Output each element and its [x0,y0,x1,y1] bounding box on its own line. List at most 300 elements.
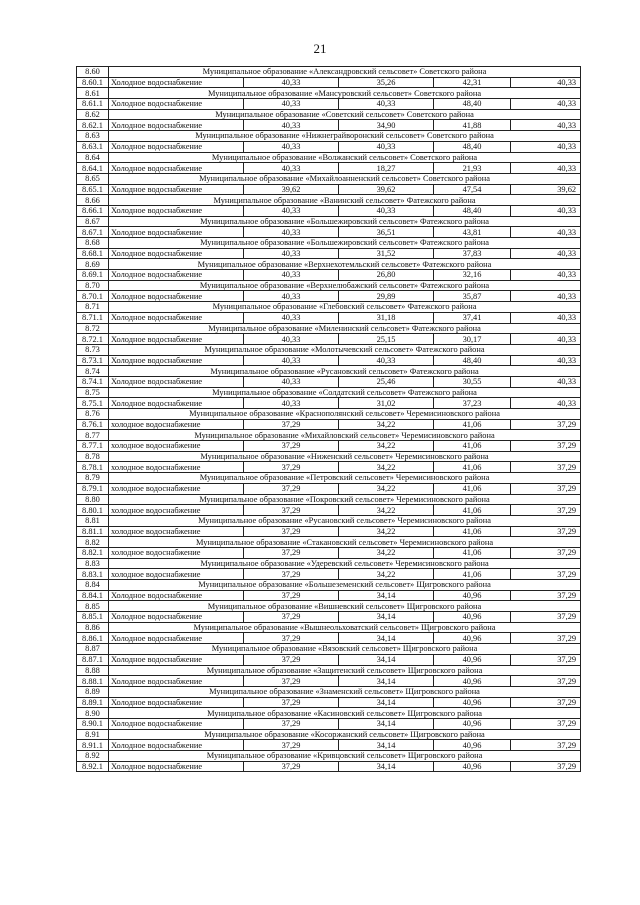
row-number: 8.89.1 [77,697,109,708]
tariff-value-4: 40,33 [511,99,581,110]
row-number: 8.67.1 [77,227,109,238]
municipality-name: Муниципальное образование «Верхнелюбажский сельсовет» Фатежского района [109,280,581,291]
tariff-value-4: 40,33 [511,398,581,409]
row-number: 8.90.1 [77,718,109,729]
tariff-value-1: 37,29 [244,654,339,665]
municipality-name: Муниципальное образование «Вышнеольховатский сельсовет» Щигровского района [109,622,581,633]
municipality-name: Муниципальное образование «Верхнехотемльский сельсовет» Фатежского района [109,259,581,270]
row-number: 8.81 [77,515,109,526]
tariff-row [77,376,581,387]
municipality-header-row [77,366,581,377]
row-number: 8.88.1 [77,676,109,687]
tariff-value-3: 41,06 [434,462,511,473]
tariff-value-1: 39,62 [244,184,339,195]
row-number: 8.83 [77,558,109,569]
tariff-value-3: 35,87 [434,291,511,302]
municipality-header-row [77,601,581,612]
municipality-name: Муниципальное образование «Стакановский сельсовет» Черемисиновского района [109,537,581,548]
tariff-value-1: 40,33 [244,398,339,409]
tariff-value-2: 40,33 [339,141,434,152]
tariff-row [77,761,581,772]
municipality-header-row [77,67,581,78]
row-number: 8.78 [77,451,109,462]
tariff-row [77,441,581,452]
municipality-name: Муниципальное образование «Советский сельсовет» Советского района [109,109,581,120]
row-number: 8.82.1 [77,547,109,558]
municipality-header-row [77,387,581,398]
tariff-value-1: 40,33 [244,141,339,152]
tariff-value-4: 40,33 [511,312,581,323]
tariff-value-4: 40,33 [511,355,581,366]
row-number: 8.81.1 [77,526,109,537]
row-number: 8.86 [77,622,109,633]
row-number: 8.65.1 [77,184,109,195]
row-number: 8.84.1 [77,590,109,601]
tariff-row [77,334,581,345]
row-number: 8.66 [77,195,109,206]
municipality-name: Муниципальное образование «Петровский сельсовет» Черемисиновского района [109,473,581,484]
row-number: 8.61 [77,88,109,99]
tariff-value-4: 37,29 [511,761,581,772]
tariff-value-1: 37,29 [244,761,339,772]
municipality-name: Муниципальное образование «Глебовский сельсовет» Фатежского района [109,302,581,313]
tariff-row [77,676,581,687]
municipality-name: Муниципальное образование «Ниженский сельсовет» Черемисиновского района [109,451,581,462]
tariff-value-3: 40,96 [434,612,511,623]
row-number: 8.71 [77,302,109,313]
municipality-header-row [77,131,581,142]
service-name: Холодное водоснабжение [109,376,244,387]
tariff-value-1: 37,29 [244,718,339,729]
row-number: 8.86.1 [77,633,109,644]
municipality-name: Муниципальное образование «Вязовский сельсовет» Щигровского района [109,644,581,655]
tariff-row [77,120,581,131]
tariff-row [77,99,581,110]
tariff-row [77,77,581,88]
municipality-header-row [77,344,581,355]
tariff-row [77,355,581,366]
row-number: 8.64.1 [77,163,109,174]
tariff-value-3: 41,06 [434,569,511,580]
tariff-value-1: 40,33 [244,99,339,110]
tariff-value-2: 34,22 [339,419,434,430]
service-name: холодное водоснабжение [109,569,244,580]
municipality-header-row [77,323,581,334]
row-number: 8.92 [77,751,109,762]
row-number: 8.83.1 [77,569,109,580]
tariff-value-2: 34,14 [339,718,434,729]
tariff-value-4: 37,29 [511,547,581,558]
tariff-value-4: 39,62 [511,184,581,195]
tariff-value-3: 37,83 [434,248,511,259]
tariff-row [77,248,581,259]
row-number: 8.79.1 [77,483,109,494]
municipality-name: Муниципальное образование «Солдатский сельсовет» Фатежского района [109,387,581,398]
row-number: 8.76.1 [77,419,109,430]
tariff-value-4: 37,29 [511,569,581,580]
row-number: 8.63.1 [77,141,109,152]
service-name: холодное водоснабжение [109,526,244,537]
tariff-value-3: 43,81 [434,227,511,238]
tariff-value-1: 37,29 [244,697,339,708]
tariff-value-2: 34,22 [339,569,434,580]
tariff-value-2: 34,22 [339,526,434,537]
municipality-name: Муниципальное образование «Мансуровский сельсовет» Советского района [109,88,581,99]
tariff-value-1: 37,29 [244,462,339,473]
tariff-value-4: 37,29 [511,441,581,452]
tariff-value-2: 31,18 [339,312,434,323]
tariff-value-3: 41,06 [434,483,511,494]
tariff-value-3: 30,17 [434,334,511,345]
tariff-row [77,526,581,537]
service-name: Холодное водоснабжение [109,270,244,281]
service-name: холодное водоснабжение [109,505,244,516]
tariff-row [77,612,581,623]
municipality-header-row [77,686,581,697]
service-name: холодное водоснабжение [109,462,244,473]
tariff-value-3: 48,40 [434,355,511,366]
tariff-value-4: 37,29 [511,718,581,729]
municipality-name: Муниципальное образование «Молотычевский сельсовет» Фатежского района [109,344,581,355]
tariff-value-3: 41,88 [434,120,511,131]
row-number: 8.66.1 [77,205,109,216]
tariff-value-1: 40,33 [244,334,339,345]
municipality-header-row [77,451,581,462]
tariff-value-1: 40,33 [244,77,339,88]
row-number: 8.62.1 [77,120,109,131]
municipality-header-row [77,409,581,420]
municipality-header-row [77,109,581,120]
municipality-name: Муниципальное образование «Удеревский сельсовет» Черемисиновского района [109,558,581,569]
municipality-name: Муниципальное образование «Большеземенский сельсовет» Щигровского района [109,580,581,591]
service-name: Холодное водоснабжение [109,99,244,110]
tariff-row [77,184,581,195]
tariff-row [77,505,581,516]
municipality-header-row [77,665,581,676]
tariff-value-2: 34,22 [339,547,434,558]
municipality-header-row [77,430,581,441]
row-number: 8.92.1 [77,761,109,772]
tariff-value-3: 48,40 [434,141,511,152]
municipality-header-row [77,729,581,740]
tariff-value-2: 34,14 [339,654,434,665]
tariff-value-3: 37,41 [434,312,511,323]
tariff-value-2: 31,52 [339,248,434,259]
tariff-value-2: 36,51 [339,227,434,238]
municipality-header-row [77,302,581,313]
municipality-header-row [77,751,581,762]
tariff-value-4: 37,29 [511,419,581,430]
municipality-header-row [77,644,581,655]
tariff-value-3: 37,23 [434,398,511,409]
row-number: 8.74 [77,366,109,377]
service-name: Холодное водоснабжение [109,590,244,601]
municipality-name: Муниципальное образование «Михайлоанненский сельсовет» Советского района [109,173,581,184]
row-number: 8.91 [77,729,109,740]
row-number: 8.68 [77,238,109,249]
row-number: 8.89 [77,686,109,697]
tariff-row [77,654,581,665]
tariff-value-1: 40,33 [244,291,339,302]
row-number: 8.62 [77,109,109,120]
row-number: 8.73.1 [77,355,109,366]
municipality-name: Муниципальное образование «Краснополянский сельсовет» Черемисиновского района [109,409,581,420]
municipality-header-row [77,494,581,505]
tariff-value-4: 37,29 [511,740,581,751]
service-name: Холодное водоснабжение [109,612,244,623]
municipality-name: Муниципальное образование «Русановский сельсовет» Фатежского района [109,366,581,377]
row-number: 8.85 [77,601,109,612]
tariff-value-4: 40,33 [511,120,581,131]
tariff-row [77,141,581,152]
tariff-value-2: 34,14 [339,740,434,751]
tariff-value-2: 34,22 [339,505,434,516]
service-name: холодное водоснабжение [109,441,244,452]
municipality-header-row [77,537,581,548]
row-number: 8.72 [77,323,109,334]
row-number: 8.77 [77,430,109,441]
service-name: Холодное водоснабжение [109,120,244,131]
municipality-header-row [77,515,581,526]
row-number: 8.75.1 [77,398,109,409]
tariff-table [76,66,581,772]
service-name: Холодное водоснабжение [109,761,244,772]
row-number: 8.75 [77,387,109,398]
tariff-value-3: 40,96 [434,718,511,729]
tariff-row [77,312,581,323]
service-name: Холодное водоснабжение [109,205,244,216]
municipality-name: Муниципальное образование «Знаменский сельсовет» Щигровского района [109,686,581,697]
service-name: холодное водоснабжение [109,419,244,430]
tariff-value-4: 37,29 [511,654,581,665]
service-name: Холодное водоснабжение [109,334,244,345]
tariff-value-3: 32,16 [434,270,511,281]
municipality-name: Муниципальное образование «Покровский сельсовет» Черемисиновского района [109,494,581,505]
row-number: 8.80.1 [77,505,109,516]
tariff-value-4: 40,33 [511,291,581,302]
row-number: 8.76 [77,409,109,420]
tariff-value-1: 37,29 [244,590,339,601]
tariff-value-1: 40,33 [244,312,339,323]
municipality-header-row [77,622,581,633]
row-number: 8.70.1 [77,291,109,302]
tariff-value-4: 37,29 [511,676,581,687]
tariff-value-2: 39,62 [339,184,434,195]
tariff-value-1: 40,33 [244,270,339,281]
tariff-row [77,163,581,174]
tariff-row [77,718,581,729]
service-name: Холодное водоснабжение [109,398,244,409]
row-number: 8.60.1 [77,77,109,88]
tariff-value-2: 18,27 [339,163,434,174]
row-number: 8.69 [77,259,109,270]
tariff-value-2: 34,22 [339,462,434,473]
row-number: 8.87 [77,644,109,655]
tariff-value-2: 34,14 [339,761,434,772]
tariff-value-1: 37,29 [244,612,339,623]
service-name: холодное водоснабжение [109,547,244,558]
tariff-row [77,205,581,216]
row-number: 8.87.1 [77,654,109,665]
municipality-header-row [77,152,581,163]
municipality-name: Муниципальное образование «Большежировский сельсовет» Фатежского района [109,216,581,227]
municipality-name: Муниципальное образование «Касиновский сельсовет» Щигровского района [109,708,581,719]
service-name: Холодное водоснабжение [109,248,244,259]
tariff-value-1: 40,33 [244,227,339,238]
service-name: Холодное водоснабжение [109,740,244,751]
municipality-header-row [77,216,581,227]
tariff-value-4: 37,29 [511,697,581,708]
tariff-value-1: 40,33 [244,376,339,387]
tariff-value-1: 40,33 [244,163,339,174]
tariff-value-2: 40,33 [339,355,434,366]
tariff-value-1: 40,33 [244,355,339,366]
service-name: Холодное водоснабжение [109,291,244,302]
tariff-row [77,462,581,473]
row-number: 8.64 [77,152,109,163]
row-number: 8.82 [77,537,109,548]
municipality-header-row [77,259,581,270]
tariff-value-2: 34,14 [339,633,434,644]
tariff-value-4: 40,33 [511,376,581,387]
municipality-name: Муниципальное образование «Большежировский сельсовет» Фатежского района [109,238,581,249]
tariff-row [77,590,581,601]
row-number: 8.73 [77,344,109,355]
service-name: Холодное водоснабжение [109,163,244,174]
tariff-value-2: 40,33 [339,99,434,110]
tariff-value-3: 40,96 [434,590,511,601]
tariff-value-3: 41,06 [434,419,511,430]
tariff-value-3: 42,31 [434,77,511,88]
tariff-value-1: 37,29 [244,505,339,516]
tariff-value-2: 34,90 [339,120,434,131]
row-number: 8.70 [77,280,109,291]
municipality-name: Муниципальное образование «Кривцовский сельсовет» Щигровского района [109,751,581,762]
municipality-name: Муниципальное образование «Нижнеграйворонский сельсовет» Советского района [109,131,581,142]
municipality-header-row [77,173,581,184]
tariff-value-2: 29,89 [339,291,434,302]
row-number: 8.69.1 [77,270,109,281]
row-number: 8.88 [77,665,109,676]
tariff-value-2: 34,14 [339,612,434,623]
tariff-value-4: 40,33 [511,270,581,281]
row-number: 8.74.1 [77,376,109,387]
tariff-table-body [77,67,581,772]
tariff-value-4: 37,29 [511,462,581,473]
tariff-value-4: 40,33 [511,163,581,174]
row-number: 8.77.1 [77,441,109,452]
tariff-value-2: 31,02 [339,398,434,409]
tariff-value-4: 40,33 [511,77,581,88]
tariff-value-4: 40,33 [511,248,581,259]
tariff-row [77,633,581,644]
tariff-value-3: 40,96 [434,740,511,751]
service-name: Холодное водоснабжение [109,227,244,238]
municipality-header-row [77,473,581,484]
row-number: 8.71.1 [77,312,109,323]
row-number: 8.80 [77,494,109,505]
municipality-name: Муниципальное образование «Защитенский сельсовет» Щигровского района [109,665,581,676]
tariff-value-3: 40,96 [434,697,511,708]
municipality-header-row [77,708,581,719]
tariff-value-1: 40,33 [244,205,339,216]
row-number: 8.65 [77,173,109,184]
tariff-value-3: 41,06 [434,526,511,537]
row-number: 8.79 [77,473,109,484]
tariff-value-4: 37,29 [511,483,581,494]
tariff-value-2: 34,14 [339,676,434,687]
service-name: холодное водоснабжение [109,483,244,494]
tariff-value-3: 41,06 [434,505,511,516]
row-number: 8.90 [77,708,109,719]
municipality-name: Муниципальное образование «Александровский сельсовет» Советского района [109,67,581,78]
tariff-value-4: 40,33 [511,334,581,345]
municipality-name: Муниципальное образование «Миленинский сельсовет» Фатежского района [109,323,581,334]
tariff-value-3: 40,96 [434,676,511,687]
tariff-value-3: 30,55 [434,376,511,387]
tariff-value-2: 34,14 [339,697,434,708]
tariff-value-3: 48,40 [434,99,511,110]
tariff-value-4: 40,33 [511,227,581,238]
tariff-value-1: 40,33 [244,120,339,131]
tariff-value-1: 37,29 [244,441,339,452]
municipality-name: Муниципальное образование «Волжанский сельсовет» Советского района [109,152,581,163]
tariff-row [77,419,581,430]
tariff-value-1: 37,29 [244,569,339,580]
row-number: 8.91.1 [77,740,109,751]
service-name: Холодное водоснабжение [109,312,244,323]
tariff-value-1: 37,29 [244,740,339,751]
tariff-value-4: 40,33 [511,205,581,216]
tariff-value-1: 40,33 [244,248,339,259]
tariff-value-1: 37,29 [244,526,339,537]
service-name: Холодное водоснабжение [109,718,244,729]
tariff-value-4: 37,29 [511,590,581,601]
service-name: Холодное водоснабжение [109,77,244,88]
tariff-value-1: 37,29 [244,419,339,430]
tariff-value-3: 40,96 [434,761,511,772]
service-name: Холодное водоснабжение [109,355,244,366]
tariff-row [77,697,581,708]
tariff-row [77,291,581,302]
tariff-value-4: 40,33 [511,141,581,152]
tariff-value-3: 21,93 [434,163,511,174]
tariff-value-2: 25,15 [339,334,434,345]
tariff-value-3: 40,96 [434,654,511,665]
municipality-name: Муниципальное образование «Вишневский сельсовет» Щигровского района [109,601,581,612]
tariff-row [77,740,581,751]
tariff-value-2: 40,33 [339,205,434,216]
row-number: 8.78.1 [77,462,109,473]
municipality-header-row [77,580,581,591]
row-number: 8.60 [77,67,109,78]
tariff-value-4: 37,29 [511,505,581,516]
tariff-value-2: 26,80 [339,270,434,281]
tariff-value-3: 41,06 [434,441,511,452]
service-name: Холодное водоснабжение [109,697,244,708]
row-number: 8.61.1 [77,99,109,110]
tariff-row [77,270,581,281]
tariff-value-4: 37,29 [511,612,581,623]
service-name: Холодное водоснабжение [109,141,244,152]
tariff-value-3: 40,96 [434,633,511,644]
municipality-name: Муниципальное образование «Ванинский сельсовет» Фатежского района [109,195,581,206]
row-number: 8.63 [77,131,109,142]
tariff-value-1: 37,29 [244,676,339,687]
tariff-row [77,398,581,409]
service-name: Холодное водоснабжение [109,184,244,195]
municipality-header-row [77,280,581,291]
